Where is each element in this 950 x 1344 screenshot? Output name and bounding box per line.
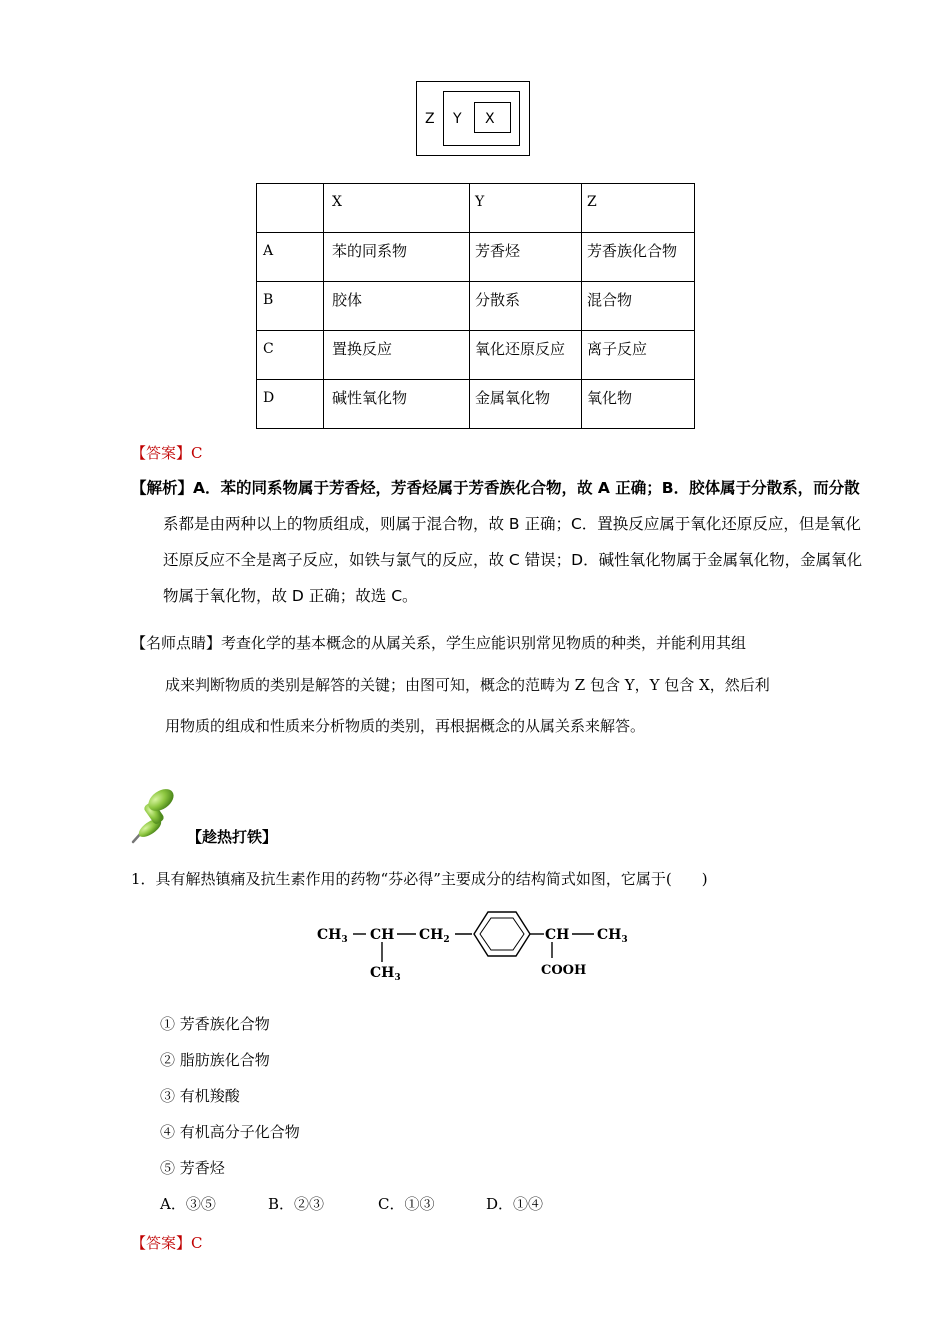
teacher-tip-line: 成来判断物质的类别是解答的关键；由图可知，概念的范畴为 Z 包含 Y，Y 包含 X，然后利: [165, 676, 770, 694]
table-cell: A: [257, 233, 324, 282]
pushpin-icon: [128, 786, 180, 844]
option-item: ① 芳香族化合物: [160, 1015, 270, 1033]
formula-group-ch: CH: [370, 927, 395, 943]
teacher-tip-text: 考查化学的基本概念的从属关系，学生应能识别常见物质的种类，并能利用其组: [221, 634, 747, 652]
table-cell: 苯的同系物: [324, 233, 470, 282]
answer-label: 【答案】: [131, 1234, 192, 1252]
teacher-tip-line: 用物质的组成和性质来分析物质的类别，再根据概念的从属关系来解答。: [165, 717, 646, 735]
table-header-cell: Z: [582, 184, 695, 233]
benzene-inner-ring: [480, 918, 524, 950]
table-cell: C: [257, 331, 324, 380]
explanation-line: 物属于氧化物，故 D 正确；故选 C。: [163, 587, 418, 605]
table-cell: 分散系: [470, 282, 582, 331]
formula-group-ch3-branch: $CH_3$: [370, 965, 401, 983]
table-header-cell: X: [324, 184, 470, 233]
question-stem: 1．具有解热镇痛及抗生素作用的药物“芬必得”主要成分的结构简式如图，它属于( ): [131, 870, 708, 888]
explanation-line: 系都是由两种以上的物质组成，则属于混合物，故 B 正确；C．置换反应属于氧化还原反应，但是氧化: [163, 515, 861, 533]
table-cell: 碱性氧化物: [324, 380, 470, 429]
teacher-tip-label: 【名师点睛】: [131, 634, 222, 652]
explanation-text: A．苯的同系物属于芳香烃，芳香烃属于芳香族化合物，故 A 正确；B．胶体属于分散系，而分散: [193, 479, 860, 497]
table-cell: 氧化物: [582, 380, 695, 429]
classification-table: [256, 183, 695, 429]
table-cell: 金属氧化物: [470, 380, 582, 429]
table-cell: B: [257, 282, 324, 331]
formula-group-ch3-left: $CH_3$: [317, 927, 348, 945]
explanation-line: 还原反应不全是离子反应，如铁与氯气的反应，故 C 错误；D．碱性氧化物属于金属氧化物，金属氧化: [163, 551, 863, 569]
choice-a: A．③⑤: [160, 1195, 216, 1213]
table-cell: 置换反应: [324, 331, 470, 380]
explanation-block: [131, 470, 911, 614]
answer-line: [131, 442, 203, 463]
answer-value: C: [191, 444, 203, 462]
table-row: [257, 233, 695, 282]
section-title: 【趁热打铁】: [187, 828, 278, 846]
explanation-line: [131, 470, 911, 506]
teacher-tip-line: [131, 636, 891, 651]
option-item: ③ 有机羧酸: [160, 1087, 240, 1105]
table-row: [257, 282, 695, 331]
formula-group-ch3-right: $CH_3$: [597, 927, 628, 945]
table-cell: 离子反应: [582, 331, 695, 380]
benzene-ring: [474, 912, 530, 956]
choice-b: B．②③: [268, 1195, 325, 1213]
choice-c: C．①③: [378, 1195, 435, 1213]
explanation-label: 【解析】: [131, 479, 194, 497]
formula-group-ch-right: CH: [545, 927, 570, 943]
diagram-label-y: Y: [453, 111, 462, 127]
table-row: [257, 380, 695, 429]
table-row: [257, 331, 695, 380]
option-item: ② 脂肪族化合物: [160, 1051, 270, 1069]
answer-label: 【答案】: [131, 444, 192, 462]
table-cell: D: [257, 380, 324, 429]
structural-formula: [312, 898, 642, 988]
table-cell: 芳香烃: [470, 233, 582, 282]
formula-group-ch2: $CH_2$: [419, 927, 450, 945]
table-cell: 氧化还原反应: [470, 331, 582, 380]
answer-value: C: [191, 1234, 203, 1252]
diagram-label-z: Z: [425, 111, 435, 127]
option-item: ④ 有机高分子化合物: [160, 1123, 300, 1141]
formula-group-cooh: COOH: [541, 963, 587, 978]
table-header-cell: [257, 184, 324, 233]
table-header-cell: Y: [470, 184, 582, 233]
table-header-row: [257, 184, 695, 233]
diagram-label-x: X: [485, 111, 495, 127]
option-item: ⑤ 芳香烃: [160, 1159, 225, 1177]
table-cell: 混合物: [582, 282, 695, 331]
choice-d: D．①④: [486, 1195, 544, 1213]
table-cell: 芳香族化合物: [582, 233, 695, 282]
table-cell: 胶体: [324, 282, 470, 331]
answer-line: [131, 1232, 203, 1253]
